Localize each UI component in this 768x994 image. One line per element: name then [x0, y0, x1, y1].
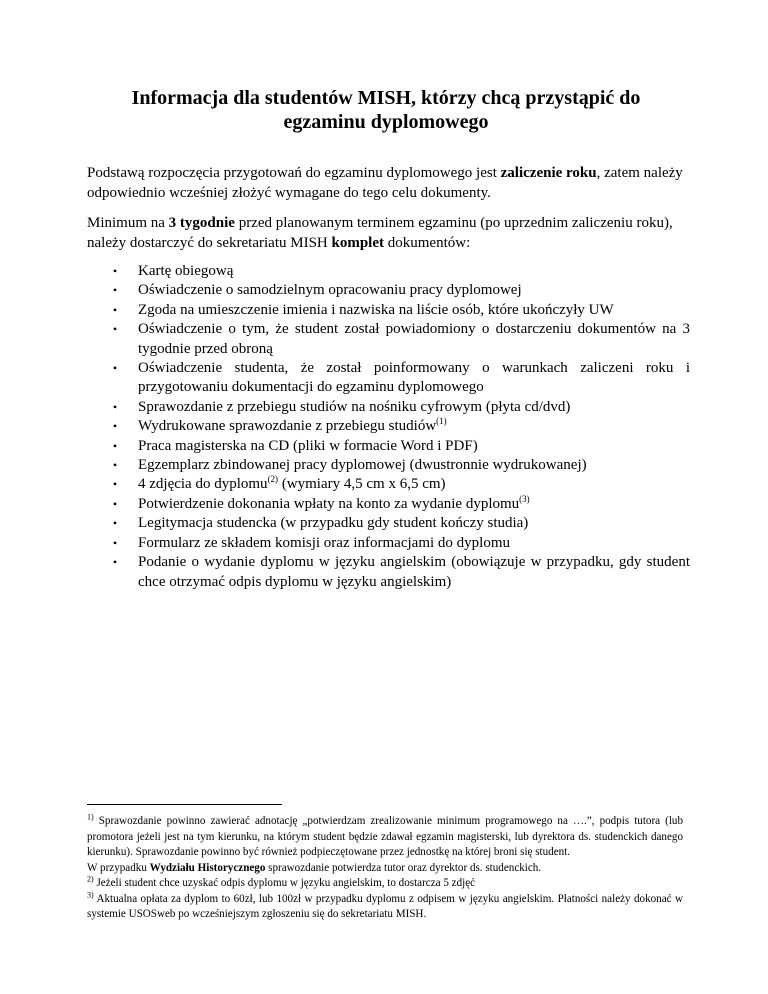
footnote-2 [87, 876, 683, 892]
list-item-text: Sprawozdanie z przebiegu studiów na nośniku cyfrowym (płyta cd/dvd) [138, 398, 571, 415]
footnote-1b-text-a: W przypadku [87, 861, 150, 874]
bullet-icon: • [112, 535, 118, 550]
page-title [88, 86, 684, 134]
list-item [110, 301, 690, 320]
bullet-icon: • [112, 555, 118, 570]
list-item-text: Oświadczenie o samodzielnym opracowaniu pracy dyplomowej [138, 282, 522, 299]
list-item [110, 281, 690, 300]
intro-paragraph [87, 163, 687, 203]
footnote-3-mark: 3) [87, 889, 94, 899]
list-item [110, 514, 690, 533]
bullet-icon: • [112, 477, 118, 492]
footnote-1b-text-b: sprawozdanie potwierdza tutor oraz dyrektor ds. studenckich. [265, 861, 542, 874]
list-item [110, 534, 690, 553]
list-item-text: Zgoda na umieszczenie imienia i nazwiska na liście osób, które ukończyły UW [138, 301, 614, 318]
deadline-text-c: dokumentów: [384, 235, 471, 251]
footnote-3 [87, 889, 683, 923]
list-item-text: Potwierdzenie dokonania wpłaty na konto za wydanie dyplomu [138, 495, 520, 512]
footnote-2-mark: 2) [87, 874, 94, 884]
list-item-text: Oświadczenie studenta, że został poinformowany o warunkach zaliczeni roku i przygotowaniu dokumentacji do egzaminu dyplomowego [138, 360, 690, 396]
title-line-1: Informacja dla studentów MISH, którzy chcą przystąpić do [131, 87, 641, 109]
deadline-bold-weeks: 3 tygodnie [168, 215, 235, 231]
intro-text-a: Podstawą rozpoczęcia przygotowań do egzaminu dyplomowego jest [87, 165, 501, 181]
list-item-text: Formularz ze składem komisji oraz informacjami do dyplomu [138, 534, 510, 551]
deadline-text-a: Minimum na [87, 215, 169, 231]
footnote-separator [87, 804, 282, 805]
bullet-icon: • [112, 283, 118, 298]
required-documents-list [110, 262, 690, 592]
list-item [110, 359, 690, 398]
footnote-2-text: Jeżeli student chce uzyskać odpis dyplomu w języku angielskim, to dostarcza 5 zdjęć [93, 877, 476, 889]
footnote-ref: (3) [519, 493, 530, 504]
footnote-ref: (2) [267, 474, 279, 485]
list-item [110, 417, 690, 436]
list-item-text: Wydrukowane sprawozdanie z przebiegu studiów [138, 418, 437, 435]
intro-text-b: , zatem należy odpowiednio wcześniej złożyć wymagane do tego celu dokumenty. [87, 165, 683, 201]
list-item-text: Egzemplarz zbindowanej pracy dyplomowej (dwustronnie wydrukowanej) [138, 457, 587, 474]
list-item-text: Kartę obiegową [138, 263, 234, 279]
list-item [110, 398, 690, 417]
bullet-icon: • [112, 264, 118, 278]
bullet-icon: • [112, 458, 118, 473]
list-item-text-after: (wymiary 4,5 cm x 6,5 cm) [278, 476, 446, 493]
list-item-text: Praca magisterska na CD (pliki w formacie Word i PDF) [138, 437, 478, 454]
footnote-1-text: Sprawozdanie powinno zawierać adnotację „potwierdzam zrealizowanie minimum programowego na ….”, podpis tutora (lub promotora jeżeli jest na tym kierunku, na którym student będzie zdawał egzamin magisterski, lub dyrektora ds. studenckich danego kierunku). Sprawozdanie powinno być również podpieczętowane przez jednostkę na której broni się student. [87, 815, 683, 858]
list-item-text: Podanie o wydanie dyplomu w języku angielskim (obowiązuje w przypadku, gdy student chce otrzymać odpis dyplomu w języku angielskim) [138, 554, 690, 590]
intro-bold-text: zaliczenie roku [500, 165, 597, 181]
list-item-text: Oświadczenie o tym, że student został powiadomiony o dostarczeniu dokumentów na 3 tygodnie przed obroną [138, 321, 690, 357]
bullet-icon: • [112, 438, 118, 453]
footnote-1-continued [87, 861, 683, 877]
footnote-1 [87, 814, 683, 861]
bullet-icon: • [112, 322, 118, 337]
list-item-text: Legitymacja studencka (w przypadku gdy student kończy studia) [138, 515, 529, 532]
bullet-icon: • [112, 302, 118, 317]
bullet-icon: • [112, 361, 118, 376]
footnote-3-text: Aktualna opłata za dyplom to 60zł, lub 100zł w przypadku dyplomu z odpisem w języku angielskim. Płatności należy dokonać w systemie USOSweb po wcześniejszym zgłoszeniu się do sekretariatu MISH. [87, 892, 683, 920]
list-item [110, 553, 690, 592]
footnotes [87, 814, 683, 923]
list-item [110, 262, 690, 281]
deadline-text-b: przed planowanym terminem egzaminu (po uprzednim zaliczeniu roku), należy dostarczyć do sekretariatu MISH [87, 215, 673, 251]
bullet-icon: • [112, 419, 118, 434]
bullet-icon: • [112, 399, 118, 414]
bullet-icon: • [112, 496, 118, 511]
list-item [110, 320, 690, 359]
bullet-icon: • [112, 516, 118, 531]
footnote-1b-bold: Wydziału Historycznego [149, 861, 266, 874]
deadline-paragraph [87, 213, 687, 253]
footnote-ref: (1) [436, 416, 447, 427]
list-item [110, 456, 690, 475]
list-item [110, 437, 690, 456]
footnote-1-mark: 1) [87, 812, 94, 822]
title-line-2: egzaminu dyplomowego [283, 111, 489, 133]
list-item [110, 475, 690, 494]
deadline-bold-complete: komplet [331, 235, 384, 251]
list-item [110, 495, 690, 514]
list-item-text: 4 zdjęcia do dyplomu [138, 476, 268, 493]
